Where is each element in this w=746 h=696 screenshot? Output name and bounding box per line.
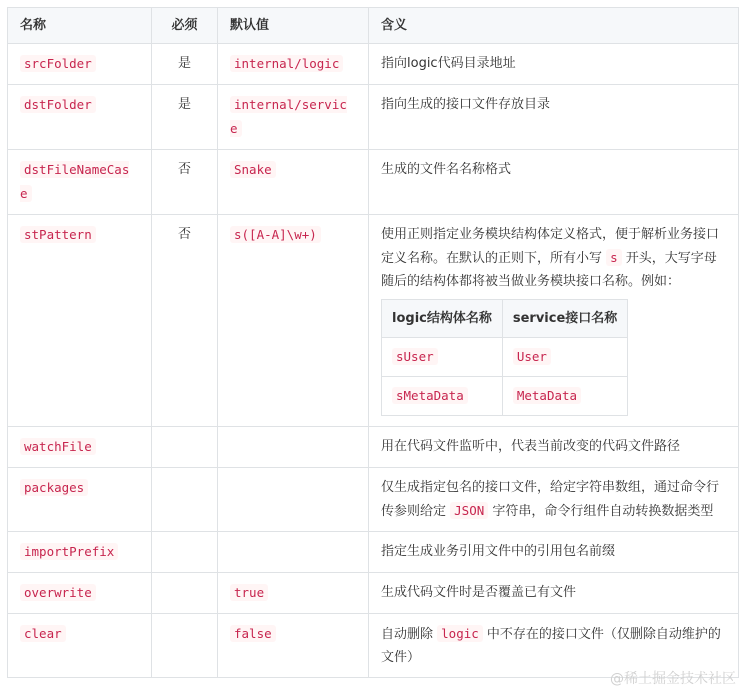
- cell-meaning: [369, 468, 739, 532]
- cell-required: [152, 614, 218, 678]
- header-required: 必须: [152, 8, 218, 44]
- cell-default: [218, 573, 369, 614]
- cell-meaning: 生成的文件名名称格式: [369, 150, 739, 215]
- cell-default: [218, 532, 369, 573]
- option-name: watchFile: [20, 438, 96, 455]
- cell-default: [218, 614, 369, 678]
- option-name: overwrite: [20, 584, 96, 601]
- table-row: [8, 150, 739, 215]
- cell-default: [218, 427, 369, 468]
- inline-code: s: [606, 249, 622, 266]
- cell-name: [8, 573, 152, 614]
- cell-default: [218, 85, 369, 150]
- config-options-table: [7, 7, 739, 678]
- cell-required: [152, 468, 218, 532]
- cell-required: [152, 427, 218, 468]
- cell-name: [8, 614, 152, 678]
- inline-code: JSON: [450, 502, 488, 519]
- cell-default: [218, 468, 369, 532]
- cell-required: 否: [152, 150, 218, 215]
- example-logic-name: sUser: [392, 348, 438, 365]
- meaning-text: 开头，大写字母随后的结构体都将被当做业务模块接口名称。例如：: [381, 251, 717, 289]
- example-row: [382, 338, 628, 377]
- default-value: false: [230, 625, 276, 642]
- inline-code: logic: [437, 625, 483, 642]
- cell-name: [8, 150, 152, 215]
- option-name: srcFolder: [20, 55, 96, 72]
- example-table: [381, 299, 628, 416]
- example-cell-logic: [382, 338, 503, 377]
- example-cell-logic: [382, 377, 503, 416]
- meaning-text: 自动删除: [381, 627, 438, 642]
- cell-name: [8, 85, 152, 150]
- meaning-text: 使用正则指定业务模块结构体定义格式，便于解析业务接口定义名称。在默认的正则下，所有小写: [381, 227, 720, 266]
- example-logic-name: sMetaData: [392, 387, 468, 404]
- option-name: stPattern: [20, 226, 96, 243]
- table-row: [8, 44, 739, 85]
- cell-meaning: 指向生成的接口文件存放目录: [369, 85, 739, 150]
- example-header-logic: logic结构体名称: [382, 300, 503, 338]
- site-watermark: @稀土掘金技术社区: [610, 671, 736, 687]
- cell-name: [8, 215, 152, 427]
- option-name: importPrefix: [20, 543, 118, 560]
- table-row: [8, 532, 739, 573]
- cell-required: [152, 532, 218, 573]
- cell-meaning: 指向logic代码目录地址: [369, 44, 739, 85]
- cell-default: [218, 150, 369, 215]
- default-value: true: [230, 584, 268, 601]
- header-default: 默认值: [218, 8, 369, 44]
- table-row: [8, 573, 739, 614]
- cell-default: [218, 215, 369, 427]
- cell-required: 否: [152, 215, 218, 427]
- meaning-text: 仅生成指定包名的接口文件，给定字符串数组，通过命令行传参则给定: [381, 480, 720, 519]
- table-row: [8, 215, 739, 427]
- cell-required: [152, 573, 218, 614]
- example-row: [382, 377, 628, 416]
- cell-name: [8, 468, 152, 532]
- cell-meaning: 指定生成业务引用文件中的引用包名前缀: [369, 532, 739, 573]
- default-value: s([A-A]\w+): [230, 226, 321, 243]
- table-row: [8, 468, 739, 532]
- table-row: [8, 85, 739, 150]
- cell-required: 是: [152, 85, 218, 150]
- example-service-name: User: [513, 348, 551, 365]
- cell-meaning: 生成代码文件时是否覆盖已有文件: [369, 573, 739, 614]
- meaning-text: 中不存在的接口文件（仅删除自动维护的文件）: [381, 627, 721, 665]
- table-header-row: [8, 8, 739, 44]
- header-name: 名称: [8, 8, 152, 44]
- cell-meaning: [369, 215, 739, 427]
- option-name: clear: [20, 625, 66, 642]
- example-service-name: MetaData: [513, 387, 581, 404]
- example-cell-service: [502, 338, 627, 377]
- cell-name: [8, 532, 152, 573]
- example-cell-service: [502, 377, 627, 416]
- cell-name: [8, 44, 152, 85]
- meaning-text: 字符串，命令行组件自动转换数据类型: [488, 504, 714, 519]
- table-row: [8, 427, 739, 468]
- option-name: dstFolder: [20, 96, 96, 113]
- header-meaning: 含义: [369, 8, 739, 44]
- default-value: internal/logic: [230, 55, 343, 72]
- option-name: dstFileNameCase: [20, 162, 130, 201]
- example-header-service: service接口名称: [502, 300, 627, 338]
- default-value: internal/service: [230, 97, 347, 136]
- cell-name: [8, 427, 152, 468]
- cell-default: [218, 44, 369, 85]
- default-value: Snake: [230, 161, 276, 178]
- cell-required: 是: [152, 44, 218, 85]
- example-header-row: [382, 300, 628, 338]
- option-name: packages: [20, 479, 88, 496]
- cell-meaning: 用在代码文件监听中，代表当前改变的代码文件路径: [369, 427, 739, 468]
